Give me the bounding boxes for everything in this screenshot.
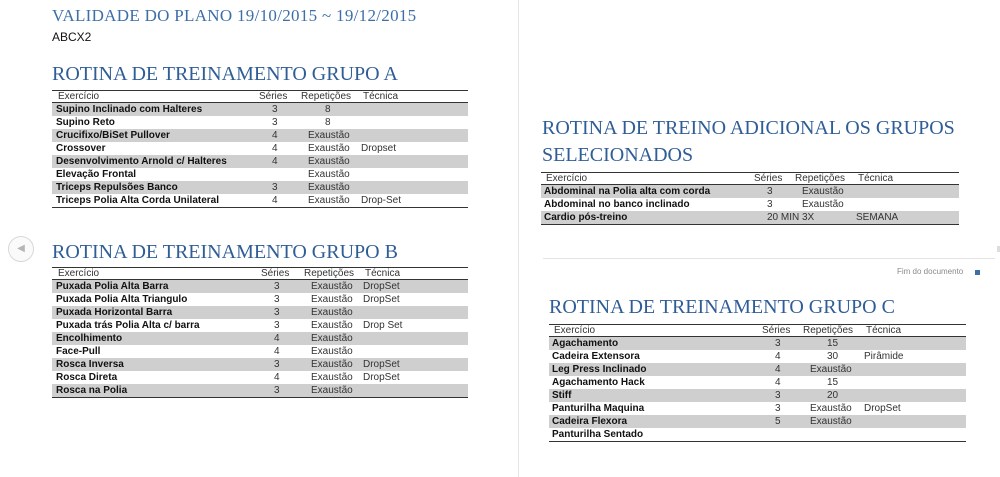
- exercise-reps: Exaustão: [308, 156, 350, 167]
- header-sets: Séries: [754, 173, 783, 184]
- exercise-name: Face-Pull: [56, 346, 101, 357]
- exercise-sets: 4: [274, 372, 280, 383]
- exercise-reps: Exaustão: [311, 346, 353, 357]
- exercise-sets: 3: [272, 182, 278, 193]
- exercise-reps: Exaustão: [311, 333, 353, 344]
- table-row: [52, 345, 468, 358]
- group-a-table: [52, 90, 468, 208]
- exercise-name: Cardio pós-treino: [544, 212, 628, 223]
- header-exercise: Exercício: [546, 173, 588, 184]
- exercise-name: Triceps Polia Alta Corda Unilateral: [56, 195, 220, 206]
- exercise-sets: 3: [775, 403, 781, 414]
- table-header: [549, 325, 966, 337]
- exercise-technique: DropSet: [363, 359, 400, 370]
- exercise-reps: Exaustão: [311, 320, 353, 331]
- exercise-name: Supino Reto: [56, 117, 115, 128]
- table-row: [541, 198, 959, 211]
- exercise-name: Supino Inclinado com Halteres: [56, 104, 203, 115]
- table-row: [52, 306, 468, 319]
- exercise-sets: 3: [272, 117, 278, 128]
- header-sets: Séries: [762, 325, 791, 336]
- header-technique: Técnica: [363, 91, 399, 102]
- exercise-reps: Exaustão: [311, 385, 353, 396]
- table-row: [549, 402, 966, 415]
- exercise-name: Agachamento: [552, 338, 619, 349]
- exercise-technique: Pirâmide: [864, 351, 904, 362]
- group-b-table: [52, 267, 468, 398]
- table-row: [52, 116, 468, 129]
- exercise-reps: 15: [827, 338, 839, 349]
- exercise-sets: 5: [775, 416, 781, 427]
- exercise-sets: 4: [775, 377, 781, 388]
- exercise-technique: Drop-Set: [361, 195, 402, 206]
- exercise-sets: 3: [274, 320, 280, 331]
- exercise-name: Abdominal no banco inclinado: [544, 199, 690, 210]
- exercise-name: Desenvolvimento Arnold c/ Halteres: [56, 156, 227, 167]
- table-row: [52, 181, 468, 194]
- exercise-sets: 3: [274, 359, 280, 370]
- exercise-reps: Exaustão: [810, 364, 852, 375]
- plan-code: ABCX2: [52, 30, 92, 44]
- exercise-reps: Exaustão: [308, 169, 350, 180]
- chevron-left-icon[interactable]: ◀: [8, 236, 34, 262]
- exercise-reps: Exaustão: [308, 195, 350, 206]
- exercise-name: Puxada Polia Alta Barra: [56, 281, 169, 292]
- exercise-technique: DropSet: [363, 372, 400, 383]
- exercise-reps: Exaustão: [311, 359, 353, 370]
- exercise-sets: 3: [274, 281, 280, 292]
- table-row: [52, 358, 468, 371]
- exercise-name: Crossover: [56, 143, 106, 154]
- exercise-reps: Exaustão: [308, 130, 350, 141]
- exercise-technique: DropSet: [864, 403, 901, 414]
- group-c-table: [549, 324, 966, 442]
- group-c-title: ROTINA DE TREINAMENTO GRUPO C: [549, 296, 895, 318]
- exercise-sets: 3: [272, 104, 278, 115]
- exercise-name: Puxada Horizontal Barra: [56, 307, 173, 318]
- exercise-reps: 8: [325, 117, 331, 128]
- exercise-name: Puxada trás Polia Alta c/ barra: [56, 320, 200, 331]
- table-row: [549, 376, 966, 389]
- table-row: [52, 319, 468, 332]
- exercise-reps: 8: [325, 104, 331, 115]
- exercise-reps: Exaustão: [810, 403, 852, 414]
- table-row: [52, 142, 468, 155]
- header-reps: Repetições: [301, 91, 352, 102]
- exercise-name: Triceps Repulsões Banco: [56, 182, 178, 193]
- group-a-title: ROTINA DE TREINAMENTO GRUPO A: [52, 63, 398, 85]
- exercise-reps: Exaustão: [311, 372, 353, 383]
- table-row: [52, 384, 468, 397]
- exercise-name: Puxada Polia Alta Triangulo: [56, 294, 188, 305]
- exercise-sets: 3: [775, 390, 781, 401]
- exercise-technique: SEMANA: [856, 212, 899, 223]
- exercise-name: Rosca Inversa: [56, 359, 124, 370]
- table-row: [549, 428, 966, 441]
- exercise-name: Panturilha Maquina: [552, 403, 645, 414]
- table-row: [52, 155, 468, 168]
- end-of-document-label: Fim do documento: [897, 267, 964, 276]
- exercise-reps: Exaustão: [802, 199, 844, 210]
- exercise-name: Leg Press Inclinado: [552, 364, 647, 375]
- exercise-sets: 20 MIN: [767, 212, 800, 223]
- exercise-name: Elevação Frontal: [56, 169, 137, 180]
- table-row: [52, 129, 468, 142]
- exercise-sets: 3: [274, 385, 280, 396]
- exercise-sets: 3: [767, 199, 773, 210]
- header-exercise: Exercício: [58, 268, 100, 279]
- header-sets: Séries: [261, 268, 290, 279]
- table-row: [549, 389, 966, 402]
- end-marker-icon: [975, 270, 980, 275]
- table-row: [52, 168, 468, 181]
- exercise-name: Agachamento Hack: [552, 377, 645, 388]
- additional-table: [541, 172, 959, 225]
- exercise-reps: 30: [827, 351, 839, 362]
- exercise-sets: 4: [775, 364, 781, 375]
- exercise-reps: 3X: [802, 212, 815, 223]
- exercise-sets: 3: [274, 294, 280, 305]
- exercise-name: Panturilha Sentado: [552, 429, 644, 440]
- exercise-sets: 4: [272, 143, 278, 154]
- exercise-name: Abdominal na Polia alta com corda: [544, 186, 711, 197]
- exercise-reps: 15: [827, 377, 839, 388]
- table-row: [52, 103, 468, 116]
- exercise-sets: 3: [767, 186, 773, 197]
- header-exercise: Exercício: [58, 91, 100, 102]
- exercise-name: Encolhimento: [56, 333, 123, 344]
- table-row: [541, 185, 959, 198]
- table-row: [549, 337, 966, 350]
- exercise-reps: Exaustão: [311, 307, 353, 318]
- exercise-sets: 4: [274, 346, 280, 357]
- exercise-sets: 4: [775, 351, 781, 362]
- header-technique: Técnica: [858, 173, 894, 184]
- exercise-technique: DropSet: [363, 281, 400, 292]
- exercise-reps: Exaustão: [308, 143, 350, 154]
- exercise-name: Rosca Direta: [56, 372, 118, 383]
- header-technique: Técnica: [866, 325, 902, 336]
- table-row: [549, 415, 966, 428]
- exercise-sets: 4: [272, 195, 278, 206]
- table-row: [549, 350, 966, 363]
- table-row: [541, 211, 959, 224]
- table-header: [541, 173, 959, 185]
- additional-title-line2: SELECIONADOS: [542, 144, 694, 166]
- table-row: [52, 371, 468, 384]
- end-divider: [543, 258, 995, 259]
- exercise-reps: Exaustão: [308, 182, 350, 193]
- table-row: [549, 363, 966, 376]
- header-reps: Repetições: [304, 268, 355, 279]
- exercise-reps: 20: [827, 390, 839, 401]
- exercise-reps: Exaustão: [311, 281, 353, 292]
- exercise-sets: 4: [274, 333, 280, 344]
- exercise-technique: Dropset: [361, 143, 397, 154]
- page-divider: [518, 0, 519, 477]
- exercise-reps: Exaustão: [311, 294, 353, 305]
- plan-validity: VALIDADE DO PLANO 19/10/2015 ~ 19/12/2015: [52, 6, 417, 25]
- exercise-sets: 3: [775, 338, 781, 349]
- additional-title-line1: ROTINA DE TREINO ADICIONAL OS GRUPOS: [542, 117, 955, 139]
- exercise-name: Cadeira Flexora: [552, 416, 628, 427]
- exercise-reps: Exaustão: [810, 416, 852, 427]
- header-reps: Repetições: [795, 173, 846, 184]
- exercise-technique: DropSet: [363, 294, 400, 305]
- exercise-sets: 3: [274, 307, 280, 318]
- header-technique: Técnica: [365, 268, 401, 279]
- header-sets: Séries: [259, 91, 288, 102]
- table-row: [52, 280, 468, 293]
- table-header: [52, 268, 468, 280]
- exercise-name: Stiff: [552, 390, 572, 401]
- header-exercise: Exercício: [554, 325, 596, 336]
- table-row: [52, 332, 468, 345]
- table-row: [52, 194, 468, 207]
- exercise-name: Crucifixo/BiSet Pullover: [56, 130, 170, 141]
- exercise-technique: Drop Set: [363, 320, 403, 331]
- exercise-reps: Exaustão: [802, 186, 844, 197]
- exercise-name: Rosca na Polia: [56, 385, 128, 396]
- table-header: [52, 91, 468, 103]
- group-b-title: ROTINA DE TREINAMENTO GRUPO B: [52, 241, 398, 263]
- table-row: [52, 293, 468, 306]
- header-reps: Repetições: [803, 325, 854, 336]
- exercise-sets: 4: [272, 156, 278, 167]
- exercise-sets: 4: [272, 130, 278, 141]
- exercise-name: Cadeira Extensora: [552, 351, 640, 362]
